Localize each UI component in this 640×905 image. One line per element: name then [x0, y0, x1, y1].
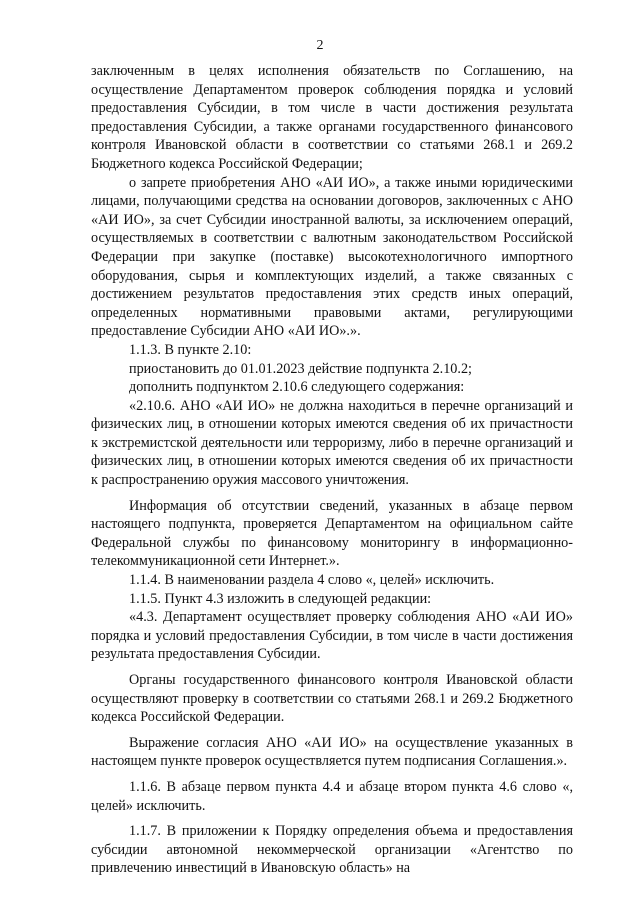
paragraph-item-1-1-3: 1.1.3. В пункте 2.10:: [129, 341, 252, 358]
paragraph-state-control: Органы государственного финансового контроля Ивановской области осуществляют проверку в соответствии со статьями 268.1 и 269.2 Бюджетного кодекса Российской Федерации.: [91, 672, 573, 726]
paragraph-add-2-10-6: дополнить подпунктом 2.10.6 следующего содержания:: [129, 379, 465, 396]
paragraph-item-1-1-6: 1.1.6. В абзаце первом пункта 4.4 и абзаце втором пункта 4.6 слово «, целей» исключить.: [91, 778, 573, 814]
paragraph-2-10-6-text: «2.10.6. АНО «АИ ИО» не должна находиться в перечне организаций и физических лиц, в отношении которых имеются сведения об их причастности к экстремистской деятельности или терроризму, либо в перечне организаций и физических лиц, в отношении которых имеются сведения об их причастности к распространению оружия массового уничтожения.: [91, 397, 573, 489]
paragraph-item-1-1-7: 1.1.7. В приложении к Порядку определения объема и предоставления субсидии автономной некоммерческой организации «Агентство по привлечению инвестиций в Ивановскую область» на: [91, 823, 573, 877]
paragraph-currency-ban: о запрете приобретения АНО «АИ ИО», а также иными юридическими лицами, получающими средства на основании договоров, заключенных с АНО «АИ ИО», за счет Субсидии иностранной валюты, за исключением операций, осуществляемых в соответствии с валютным законодательством Российской Федерации при закупке (поставке) высокотехнологичного импортного оборудования, сырья и комплектующих изделий, а также связанных с достижением результатов предоставления этих средств иных операций, определенных нормативными правовыми актами, регулирующими предоставление Субсидии АНО «АИ ИО».».: [91, 174, 573, 340]
page-number: 2: [316, 38, 324, 53]
paragraph-suspend-2-10-2: приостановить до 01.01.2023 действие подпункта 2.10.2;: [129, 360, 472, 377]
paragraph-consent-expression: Выражение согласия АНО «АИ ИО» на осуществление указанных в настоящем пункте проверок осуществляется путем подписания Соглашения.».: [91, 734, 573, 770]
document-body: [91, 62, 573, 878]
paragraph-item-1-1-5: 1.1.5. Пункт 4.3 изложить в следующей редакции:: [129, 590, 432, 607]
paragraph-4-3-text: «4.3. Департамент осуществляет проверку соблюдения АНО «АИ ИО» порядка и условий предоставления Субсидии, в том числе в части достижения результата предоставления Субсидии.: [91, 609, 573, 663]
paragraph-information-check: Информация об отсутствии сведений, указанных в абзаце первом настоящего подпункта, проверяется Департаментом на официальном сайте Федеральной службы по финансовому мониторингу в информационно-телекоммуникационной сети Интернет.».: [91, 497, 573, 570]
paragraph-consent-continuation: заключенным в целях исполнения обязательств по Соглашению, на осуществление Департаментом проверок соблюдения порядка и условий предоставления Субсидии, в том числе в части достижения результата предоставления Субсидии, а также органами государственного финансового контроля Ивановской области в соответствии со статьями 268.1 и 269.2 Бюджетного кодекса Российской Федерации;: [91, 63, 573, 172]
paragraph-item-1-1-4: 1.1.4. В наименовании раздела 4 слово «, целей» исключить.: [129, 572, 495, 589]
